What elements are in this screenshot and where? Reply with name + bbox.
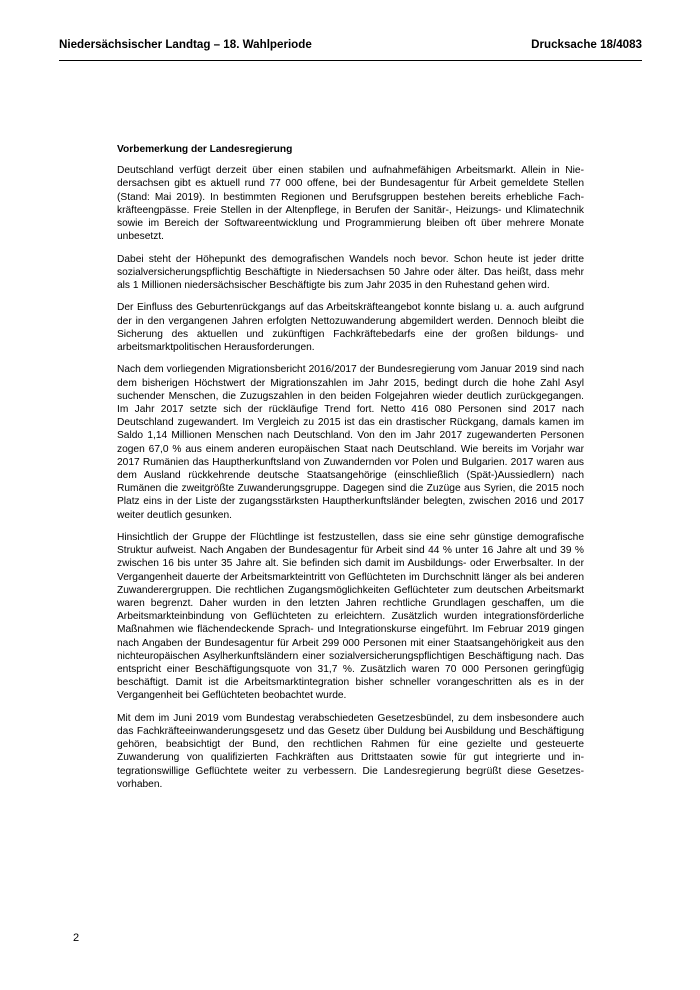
section-title: Vorbemerkung der Landesregierung — [117, 144, 293, 155]
page-number: 2 — [73, 932, 80, 944]
header-divider — [59, 60, 642, 61]
paragraph: Hinsichtlich der Gruppe der Flüchtlinge ist festzustellen, dass sie eine sehr günstige demografische Struktur aufweist. Nach Angaben der Bundesagentur für Arbeit sind 44 % unter 16 Jahre alt und 39 % zwischen 16 bis unter 35 Jahre alt. Sie befinden sich damit im Ausbildungs- oder Erwerbsalter. In der Vergangenheit dauerte der Arbeitsmarkteintritt von Geflüchteten im Durchschnitt länger als bei anderen Zuwanderergruppen. Die rechtlichen Zugangsmöglichkeiten Geflüchteter zum deutschen Arbeitsmarkt waren begrenzt. Daher wurden in den letzten Jahren rechtliche Grundlagen geschaffen, um die Arbeitsmarkteinbindung von Geflüchteten zu erleichtern. Zusätzlich wurden integrationsförderliche Maßnahmen wie flächendeckende Sprach- und Integrationskurse eingeführt. Im Februar 2019 gingen nach Angaben der Bundesagentur für Arbeit 299 000 Personen mit einer Staatsangehörigkeit aus den nichteuropäischen Asylherkunftsländern einer sozialversicherungspflichtigen Beschäftigung nach. Das entspricht einer Beschäftigungsquote von 31,7 %. Zusätzlich waren 70 000 Personen geringfügig beschäftigt. Damit ist die Arbeitsmarktintegration bisher schneller vorangeschritten als es in der Vergangenheit bei Geflüchteten beobachtet wurde. — [117, 532, 584, 702]
paragraph: Mit dem im Juni 2019 vom Bundestag verabschiedeten Gesetzesbündel, zu dem insbesondere auch das Fachkräfteeinwanderungsgesetz und das Gesetz über Duldung bei Ausbildung und Beschäftigung gehören, beabsichtigt der Bund, den rechtlichen Rahmen für eine gezielte und gesteuerte Zuwanderung von qualifizierten Fachkräften aus Drittstaaten sowie für gut integrierte und integrationswillige Geflüchtete weiter zu verbessern. Die Landesregierung begrüßt diese Gesetzesvorhaben. — [117, 712, 584, 790]
paragraph: Nach dem vorliegenden Migrationsbericht 2016/2017 der Bundesregierung vom Januar 2019 sind nach dem bisherigen Höchstwert der Migrationszahlen im Jahr 2015, bedingt durch die hohe Zahl Asyl suchender Menschen, die Zuzugszahlen in den beiden Folgejahren wieder deutlich zurückgegangen. Im Jahr 2017 setzte sich der rückläufige Trend fort. Netto 416 080 Personen sind 2017 nach Deutschland zugewandert. Im Vergleich zu 2015 ist das ein drastischer Rückgang, damals kamen im Saldo 1,14 Millionen Menschen nach Deutschland. Von den im Jahr 2017 zugewanderten Personen zogen 67,0 % aus einem anderen europäischen Staat nach Deutschland. Wie bereits im Vorjahr war 2017 Rumänien das Hauptherkunftsland von Zuwandernden vor Polen und Bulgarien. 2017 waren aus dem Ausland rückkehrende deutsche Staatsangehörige (einschließlich (Spät-)Aussiedlern) nach Rumänen die zweitgrößte Zuwanderungsgruppe. Dagegen sind die Zuzüge aus Syrien, die 2015 noch Platz eins in der Liste der zugangsstärksten Hauptherkunftsländer belegten, zwischen 2016 und 2017 weiter deutlich gesunken. — [117, 364, 584, 521]
paragraph: Deutschland verfügt derzeit über einen stabilen und aufnahmefähigen Arbeitsmarkt. Allein in Niedersachsen gibt es aktuell rund 77 000 offene, bei der Bundesagentur für Arbeit gemeldete Stellen (Stand: Mai 2019). In bestimmten Regionen und Berufsgruppen bestehen bereits erhebliche Fachkräfteengpässe. Freie Stellen in der Altenpflege, in Berufen der Sanitär-, Heizungs- und Klimatechnik sowie im Bereich der Softwareentwicklung und Programmierung bleiben oft über mehrere Monate unbesetzt. — [117, 165, 584, 243]
header-parliament-title: Niedersächsischer Landtag – 18. Wahlperiode — [59, 38, 312, 51]
main-content — [117, 143, 584, 800]
paragraph: Dabei steht der Höhepunkt des demografischen Wandels noch bevor. Schon heute ist jeder dritte sozialversicherungspflichtig Beschäftigte in Niedersachsen 50 Jahre oder älter. Das heißt, dass mehr als 1 Millionen niedersächsischer Beschäftigte bis zum Jahr 2035 in den Ruhestand gehen wird. — [117, 253, 584, 292]
page-header — [59, 38, 642, 58]
header-document-number: Drucksache 18/4083 — [531, 38, 642, 51]
paragraph: Der Einfluss des Geburtenrückgangs auf das Arbeitskräfteangebot konnte bislang u. a. auch aufgrund der in den vergangenen Jahren erfolgten Nettozuwanderung abgemildert werden. Dennoch bleibt die Sicherung des aktuellen und zukünftigen Fachkräftebedarfs eine der großen bildungs- und arbeitsmarktpolitischen Herausforderungen. — [117, 302, 584, 354]
